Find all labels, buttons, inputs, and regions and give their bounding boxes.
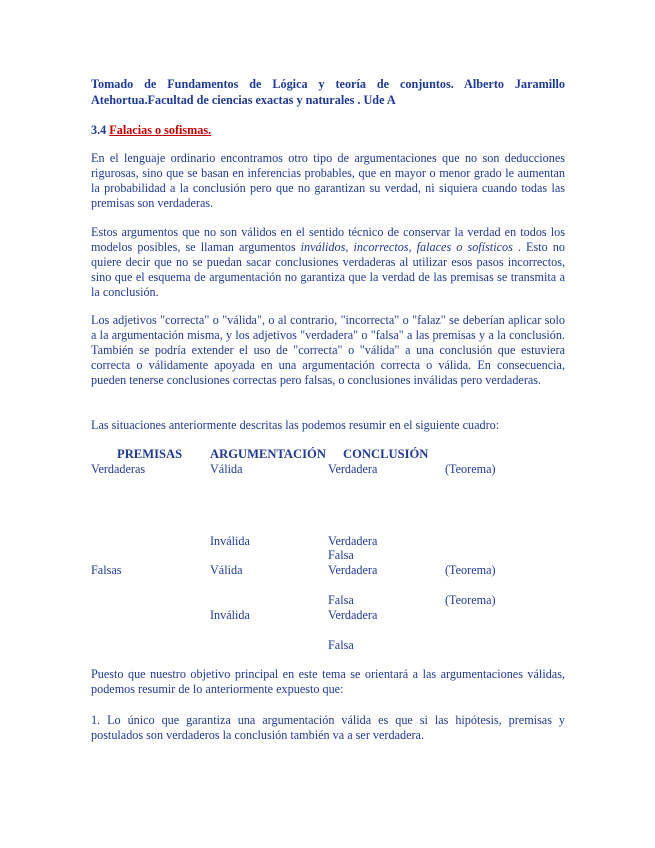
cell-premisas-falsas: Falsas xyxy=(91,563,122,577)
source-header: Tomado de Fundamentos de Lógica y teoría de conjuntos. Alberto Jaramillo Atehortua.Facultad de ciencias exactas y naturales . Ude A xyxy=(91,77,565,107)
paragraph-2-text-b: . Esto no quiere decir que no se puedan sacar conclusiones verdaderas al utilizar esos pasos incorrectos, sino que el esquema de argumentación no garantiza que la verdad de las premisas se transmita a la conclusión. xyxy=(91,240,565,299)
cell-teorema-2: (Teorema) xyxy=(445,563,496,577)
paragraph-5: Puesto que nuestro objetivo principal en este tema se orientará a las argumentaciones válidas, podemos resumir de lo anteriormente expuesto que: xyxy=(91,667,565,696)
cell-teorema-3: (Teorema) xyxy=(445,593,496,607)
cell-conclusion-verdadera-1: Verdadera xyxy=(328,462,378,476)
cell-invalida-2: Inválida xyxy=(210,608,250,622)
paragraph-4: Las situaciones anteriormente descritas las podemos resumir en el siguiente cuadro: xyxy=(91,418,500,432)
cell-conclusion-verdadera-2: Verdadera xyxy=(328,534,378,548)
section-number: 3.4 xyxy=(91,123,107,137)
cell-teorema-1: (Teorema) xyxy=(445,462,496,476)
cell-conclusion-falsa-1: Falsa xyxy=(328,548,354,562)
section-heading xyxy=(91,123,565,138)
cell-premisas-verdaderas: Verdaderas xyxy=(91,462,146,476)
cell-conclusion-verdadera-4: Verdadera xyxy=(328,608,378,622)
paragraph-6: 1. Lo único que garantiza una argumentación válida es que si las hipótesis, premisas y postulados son verdaderos la conclusión también va a ser verdadera. xyxy=(91,713,565,742)
header-conclusion: CONCLUSIÓN xyxy=(343,447,429,461)
cell-conclusion-falsa-3: Falsa xyxy=(328,638,354,652)
paragraph-1: En el lenguaje ordinario encontramos otro tipo de argumentaciones que no son deducciones rigurosas, sino que se basan en inferencias probables, que en mayor o menor grado le aumentan la probabilidad a la conclusión pero que no garantizan su verdad, ni siquiera cuando todas las premisas son verdaderas. xyxy=(91,151,565,210)
cell-conclusion-verdadera-3: Verdadera xyxy=(328,563,378,577)
paragraph-2-text-a: Estos argumentos que no son válidos en el sentido técnico de conservar la verdad en todos los modelos posibles, se llaman argumentos xyxy=(91,225,565,254)
cell-valida-2: Válida xyxy=(210,563,243,577)
paragraph-2-italic: inválidos, incorrectos, falaces o sofísticos xyxy=(300,240,513,254)
cell-conclusion-falsa-2: Falsa xyxy=(328,593,354,607)
header-premisas: PREMISAS xyxy=(117,447,183,461)
header-argumentacion: ARGUMENTACIÓN xyxy=(210,447,326,461)
cell-valida-1: Válida xyxy=(210,462,243,476)
cell-invalida-1: Inválida xyxy=(210,534,250,548)
paragraph-2 xyxy=(91,225,565,300)
section-title: Falacias o sofismas. xyxy=(109,123,212,137)
paragraph-3: Los adjetivos "correcta" o "válida", o al contrario, "incorrecta" o "falaz" se deberían aplicar solo a la argumentación misma, y los adjetivos "verdadera" o "falsa" a las premisas y a la conclusión. También se podría extender el uso de "correcta" o "válida" a una conclusión que estuviera correcta o válidamente apoyada en una argumentación correcta o válida. En consecuencia, pueden tenerse conclusiones correctas pero falsas, o conclusiones inválidas pero verdaderas. xyxy=(91,313,565,387)
